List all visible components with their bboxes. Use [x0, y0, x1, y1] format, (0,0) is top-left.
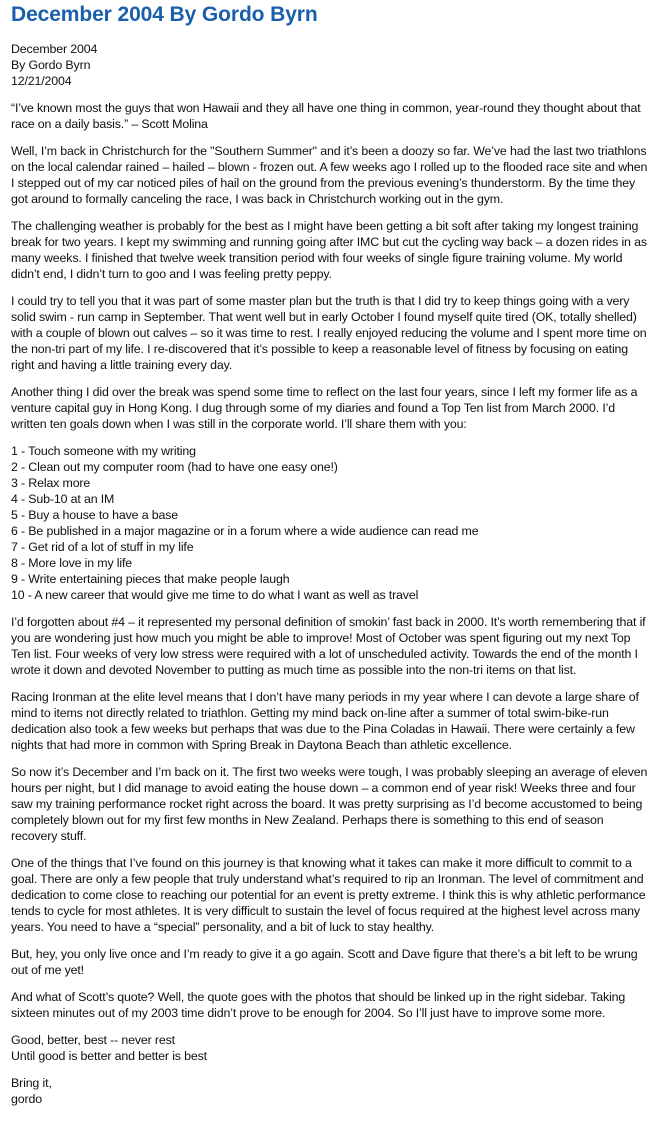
meta-month: December 2004	[11, 42, 98, 56]
paragraph: Another thing I did over the break was spend some time to reflect on the last four years, since I left my former life as a venture capital guy in Hong Kong. I dug through some of my diaries and found a Top Ten list from March 2000. I’d written ten goals down when I was still in the corporate world. I’ll share them with you:	[11, 385, 638, 431]
poem-line: Until good is better and better is best	[11, 1049, 207, 1063]
signoff	[11, 1075, 651, 1107]
page-title: December 2004 By Gordo Byrn	[11, 3, 318, 26]
top-ten-list	[11, 443, 651, 603]
list-item: 1 - Touch someone with my writing	[11, 444, 196, 458]
list-item: 6 - Be published in a major magazine or in a forum where a wide audience can read me	[11, 524, 479, 538]
paragraph: I’d forgotten about #4 – it represented my personal definition of smokin’ fast back in 2000. It’s worth remembering that if you are wondering just how much you might be able to improve! Most of October was spent figuring out my next Top Ten list. Four weeks of very low stress were required with a lot of unscheduled activity. Towards the end of the month I wrote it down and devoted November to putting as much time as possible into the non-tri items on that list.	[11, 615, 646, 677]
list-item: 8 - More love in my life	[11, 556, 133, 570]
paragraph: And what of Scott’s quote? Well, the quote goes with the photos that should be linked up in the right sidebar. Taking sixteen minutes out of my 2003 time didn’t prove to be enough for 2004. So I’ll just have to improve some more.	[11, 990, 626, 1020]
list-item: 3 - Relax more	[11, 476, 91, 490]
list-item: 4 - Sub-10 at an IM	[11, 492, 115, 506]
poem-line: Good, better, best -- never rest	[11, 1033, 175, 1047]
list-item: 10 - A new career that would give me time to do what I want as well as travel	[11, 588, 419, 602]
paragraph: So now it’s December and I’m back on it. The first two weeks were tough, I was probably sleeping an average of eleven hours per night, but I did manage to avoid eating the house down – a common end of year risk! Weeks three and four saw my training performance rocket right across the board. It was pretty surprising as I’d become accustomed to being completely blown out for my first few months in New Zealand. Perhaps there is something to this end of season recovery stuff.	[11, 765, 648, 843]
article-meta	[11, 41, 651, 89]
signoff-line: Bring it,	[11, 1076, 52, 1090]
list-item: 5 - Buy a house to have a base	[11, 508, 179, 522]
poem	[11, 1032, 651, 1064]
list-item: 7 - Get rid of a lot of stuff in my life	[11, 540, 194, 554]
paragraph: One of the things that I’ve found on this journey is that knowing what it takes can make it more difficult to commit to a goal. There are only a few people that truly understand what’s required to rip an Ironman. The level of commitment and dedication to come close to reaching our potential for an event is pretty extreme. I think this is why athletic performance tends to cycle for most athletes. It is very difficult to sustain the level of focus required at the highest level across many years. You need to have a “special” personality, and a bit of luck to stay healthy.	[11, 856, 646, 934]
opening-quote: “I’ve known most the guys that won Hawaii and they all have one thing in common, year-round they thought about that race on a daily basis.” – Scott Molina	[11, 101, 641, 131]
signature: gordo	[11, 1092, 42, 1106]
paragraph: Racing Ironman at the elite level means that I don’t have many periods in my year where I can devote a large share of mind to items not directly related to triathlon. Getting my mind back on-line after a summer of total swim-bike-run dedication also took a few weeks but perhaps that was due to the Pina Coladas in Hawaii. There were certainly a few nights that had more in common with Spring Break in Daytona Beach than athletic excellence.	[11, 690, 639, 752]
paragraph: But, hey, you only live once and I’m ready to give it a go again. Scott and Dave figure that there’s a bit left to be wrung out of me yet!	[11, 947, 638, 977]
meta-date: 12/21/2004	[11, 74, 72, 88]
list-item: 9 - Write entertaining pieces that make people laugh	[11, 572, 290, 586]
list-item: 2 - Clean out my computer room (had to have one easy one!)	[11, 460, 338, 474]
paragraph: Well, I’m back in Christchurch for the "Southern Summer" and it’s been a doozy so far. We’ve had the last two triathlons on the local calendar rained – hailed – blown - frozen out. A few weeks ago I rolled up to the flooded race site and when I stepped out of my car noticed piles of hail on the ground from the previous evening’s thunderstorm. By the time they got around to formally canceling the race, I was back in Christchurch working out in the gym.	[11, 144, 648, 206]
meta-byline: By Gordo Byrn	[11, 58, 91, 72]
paragraph: I could try to tell you that it was part of some master plan but the truth is that I did try to keep things going with a very solid swim - run camp in September. That went well but in early October I found myself quite tired (OK, totally shelled) with a couple of blown out calves – so it was time to rest. I really enjoyed reducing the volume and I spent more time on the non-tri part of my life. I re-discovered that it’s possible to keep a reasonable level of fitness by focusing on eating right and having a little training every day.	[11, 294, 647, 372]
paragraph: The challenging weather is probably for the best as I might have been getting a bit soft after taking my longest training break for two years. I kept my swimming and running going after IMC but cut the cycling way back – a dozen rides in as many weeks. I finished that twelve week transition period with four weeks of single figure training volume. My world didn’t end, I didn’t turn to goo and I was feeling pretty peppy.	[11, 219, 647, 281]
